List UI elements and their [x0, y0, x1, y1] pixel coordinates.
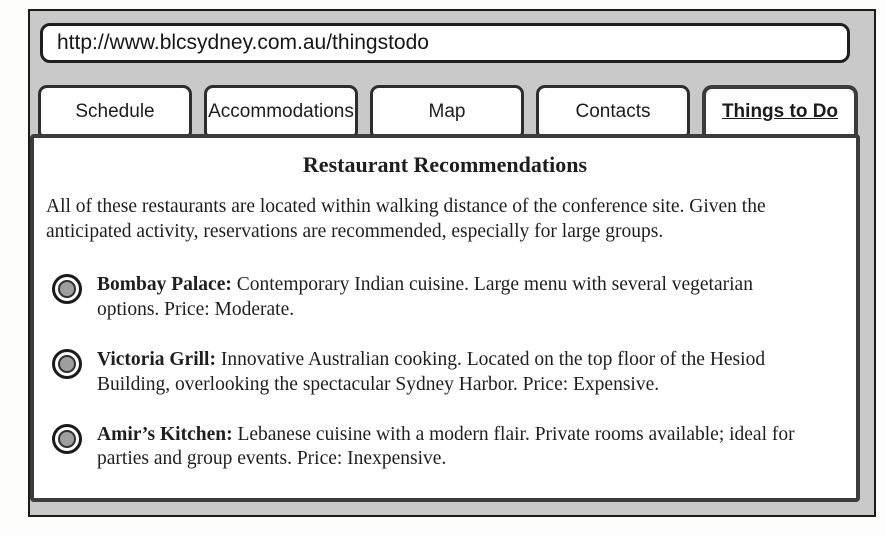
page-title: Restaurant Recommendations — [302, 152, 588, 177]
tab-accommodations[interactable] — [204, 85, 358, 138]
page-content-panel — [30, 134, 860, 502]
tab-bar — [38, 85, 858, 139]
restaurant-name: Bombay Palace: — [97, 273, 232, 295]
bullet-dot-icon — [58, 430, 76, 448]
radio-bullet-icon — [52, 424, 82, 454]
tab-schedule-label: Schedule — [75, 100, 155, 122]
tab-schedule[interactable] — [38, 85, 192, 138]
restaurant-description: Innovative Australian cooking. Located on the top floor of the Hesiod Building, overlooking the spectacular Sydney Harbor. Price: Expensive. — [97, 348, 766, 395]
radio-bullet-icon — [52, 274, 82, 304]
bullet-dot-icon — [58, 280, 76, 298]
restaurant-name: Amir’s Kitchen: — [97, 423, 233, 445]
browser-window — [28, 9, 876, 517]
tab-accommodations-label: Accommodations — [208, 100, 354, 122]
tab-contacts[interactable] — [536, 85, 690, 138]
restaurant-description: Lebanese cuisine with a modern flair. Private rooms available; ideal for parties and group events. Price: Inexpensive. — [97, 423, 795, 470]
restaurant-item-amirs-kitchen — [52, 423, 856, 473]
tab-things-to-do-label: Things to Do — [721, 101, 839, 122]
restaurant-item-victoria-grill — [52, 348, 856, 398]
restaurant-list — [34, 273, 856, 473]
tab-map-label: Map — [428, 100, 466, 122]
restaurant-name: Victoria Grill: — [97, 348, 216, 370]
restaurant-text — [97, 348, 803, 398]
radio-bullet-icon — [52, 349, 82, 379]
intro-paragraph: All of these restaurants are located within walking distance of the conference site. Given the anticipated activity, reservations are recommended, especially for large groups. — [46, 196, 766, 243]
restaurant-text — [97, 423, 803, 473]
url-bar-input[interactable] — [40, 23, 850, 63]
restaurant-text — [97, 273, 803, 323]
tab-contacts-label: Contacts — [575, 100, 651, 122]
tab-map[interactable] — [370, 85, 524, 138]
restaurant-item-bombay-palace — [52, 273, 856, 323]
bullet-dot-icon — [58, 355, 76, 373]
restaurant-description: Contemporary Indian cuisine. Large menu with several vegetarian options. Price: Moderate. — [97, 273, 753, 320]
